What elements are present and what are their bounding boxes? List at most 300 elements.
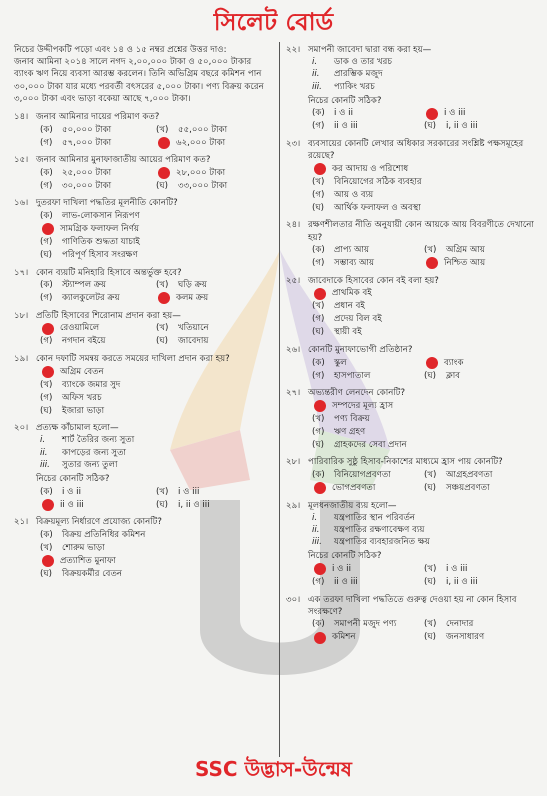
answer-option[interactable] — [40, 554, 272, 567]
option-text: পরিপূর্ণ হিসাব সংরক্ষণ — [62, 250, 138, 261]
question-text: বিক্রয়মূল্য নির্ধারণে প্রযোজ্য কোনটি? — [36, 517, 162, 528]
answer-option[interactable] — [156, 136, 272, 149]
statement-numeral: iii. — [312, 537, 322, 548]
answer-option[interactable] — [312, 576, 424, 589]
option-text: কলম ক্রয় — [176, 293, 209, 304]
question-number: ২০। — [14, 423, 29, 434]
sub-question: নিচের কোনটি সঠিক? — [36, 474, 110, 485]
statement-numeral: i. — [40, 435, 46, 446]
answer-option[interactable] — [312, 469, 424, 482]
answer-option[interactable] — [40, 179, 156, 192]
answer-mark-dot — [42, 223, 54, 235]
answer-option[interactable] — [312, 425, 536, 438]
statement-text: ডাক ও তার খরচ — [334, 57, 393, 68]
option-text: অগ্রিম বেতন — [60, 366, 104, 377]
question-stem — [14, 516, 272, 528]
sub-question: নিচের কোনটি সঠিক? — [308, 95, 382, 106]
answer-option[interactable] — [424, 576, 536, 589]
right-question-list — [286, 44, 536, 644]
answer-option[interactable] — [424, 369, 536, 382]
answer-option[interactable] — [156, 166, 272, 179]
answer-option[interactable] — [312, 162, 536, 175]
statement — [40, 447, 272, 459]
option-text: প্রত্যাশিত মুনাফা — [60, 555, 116, 566]
statement — [312, 56, 536, 68]
statement-numeral: ii. — [312, 525, 320, 536]
option-list — [312, 618, 536, 644]
answer-option[interactable] — [424, 244, 536, 257]
option-text: ভোগপ্রবণতা — [332, 483, 376, 494]
answer-option[interactable] — [40, 236, 272, 249]
answer-mark-dot — [158, 292, 170, 304]
answer-option[interactable] — [424, 618, 536, 631]
option-text: প্রদেয় বিল বই — [334, 314, 382, 325]
option-label: (খ) — [156, 486, 169, 497]
option-label: (খ) — [40, 542, 53, 553]
option-text: ii ও iii — [334, 577, 358, 588]
statement-text: প্রারম্ভিক মজুদ — [334, 69, 383, 80]
passage — [14, 44, 272, 105]
answer-option[interactable] — [40, 567, 272, 580]
statement — [312, 68, 536, 80]
option-label: (খ) — [156, 323, 169, 334]
option-label: (ঘ) — [424, 483, 437, 494]
answer-option[interactable] — [40, 223, 272, 236]
option-label: (গ) — [312, 189, 325, 200]
option-label: (ঘ) — [424, 577, 437, 588]
answer-option[interactable] — [40, 210, 272, 223]
question — [286, 456, 536, 494]
right-column — [286, 44, 536, 649]
option-text: দেনাদার — [446, 619, 474, 630]
option-list — [312, 563, 536, 589]
answer-option[interactable] — [40, 498, 156, 511]
option-label: (ঘ) — [156, 499, 169, 510]
option-text: ২৮,০০০ টাকা — [176, 167, 226, 178]
question — [286, 344, 536, 382]
answer-mark-dot — [158, 137, 170, 149]
answer-option[interactable] — [156, 485, 272, 498]
question-text: অভ্যন্তরীণ লেনদেন কোনটি? — [308, 388, 406, 399]
question-stem — [14, 422, 272, 434]
answer-option[interactable] — [40, 485, 156, 498]
page-footer: SSC উদ্ভাস-উন্মেষ — [195, 757, 352, 781]
option-text: ক্যালকুলেটর ক্রয় — [62, 293, 120, 304]
question — [14, 197, 272, 261]
question-text: জনাব আমিনার দায়ের পরিমাণ কত? — [36, 112, 160, 123]
passage-heading: নিচের উদ্দীপকটি পড়ো এবং ১৪ ও ১৫ নম্বর প্রশ্নের উত্তর দাও: — [14, 45, 227, 55]
option-text: ৫৭,০০০ টাকা — [62, 137, 112, 148]
option-text: অগ্রিম আয় — [446, 245, 485, 256]
option-label: (ঘ) — [312, 202, 325, 213]
answer-option[interactable] — [40, 136, 156, 149]
question-stem — [14, 353, 272, 365]
question — [14, 516, 272, 580]
answer-option[interactable] — [312, 300, 536, 313]
statement-list — [312, 56, 536, 93]
statement — [40, 434, 272, 446]
statement — [312, 524, 536, 536]
question — [286, 138, 536, 214]
statement — [312, 81, 536, 93]
option-text: ঋণ গ্রহণ — [334, 426, 366, 437]
question-number: ২৩। — [286, 139, 301, 150]
option-list — [40, 528, 272, 580]
option-text: স্ট্যাম্পল ক্রয় — [62, 280, 107, 291]
option-text: আর্থিক ফলাফল ও অবস্থা — [334, 202, 421, 213]
question-text: পারিবারিক সুষ্ঠু হিসাব-নিকাশের মাধ্যমে হ্রাস পায় কোনটি? — [308, 457, 503, 468]
answer-option[interactable] — [424, 257, 536, 270]
option-label: (ঘ) — [40, 405, 53, 416]
answer-option[interactable] — [40, 335, 156, 348]
option-text: প্রাপ্য আয় — [334, 245, 370, 256]
answer-mark-dot — [314, 563, 326, 575]
option-text: ii ও iii — [60, 499, 84, 510]
question-number: ১৫। — [14, 155, 29, 166]
question-text: প্রতিটি হিসাবের শিরোনাম প্রদান করা হয়— — [36, 310, 181, 321]
option-text: প্রাথমিক বই — [332, 288, 372, 299]
option-label: (খ) — [156, 280, 169, 291]
option-label: (ঘ) — [40, 568, 53, 579]
option-label: (খ) — [424, 245, 437, 256]
answer-option[interactable] — [312, 563, 424, 576]
option-text: বিক্রয় প্রতিনিধির কমিশন — [62, 529, 146, 540]
option-text: জাবেদায় — [178, 336, 209, 347]
option-label: (ক) — [312, 357, 325, 368]
answer-option[interactable] — [40, 292, 156, 305]
question-text: কোন ব্যয়টি মনিহারি হিসাবে অন্তর্ভুক্ত হবে? — [36, 267, 182, 278]
answer-option[interactable] — [40, 166, 156, 179]
option-text: বিনিয়োগপ্রবণতা — [334, 470, 391, 481]
option-text: নগদান বইয়ে — [62, 336, 106, 347]
answer-option[interactable] — [424, 469, 536, 482]
answer-mark-dot — [314, 632, 326, 644]
answer-mark-dot — [42, 366, 54, 378]
question — [286, 44, 536, 133]
option-text: আগ্রহপ্রবণতা — [446, 470, 493, 481]
option-label: (ঘ) — [424, 632, 437, 643]
option-label: (ক) — [312, 470, 325, 481]
answer-option[interactable] — [40, 322, 156, 335]
answer-option[interactable] — [156, 335, 272, 348]
option-label: (গ) — [40, 293, 53, 304]
question-text: কোন দফাটি সমন্বয় করতে সময়ের দাখিলা প্রদান করা হয়? — [36, 354, 230, 365]
answer-option[interactable] — [312, 369, 424, 382]
option-text: i, ii ও iii — [446, 121, 478, 132]
option-list — [40, 322, 272, 348]
option-list — [312, 107, 536, 133]
option-label: (খ) — [424, 470, 437, 481]
question — [286, 500, 536, 589]
option-label: (ক) — [312, 108, 325, 119]
option-list — [312, 162, 536, 214]
statement-numeral: i. — [312, 57, 318, 68]
option-list — [40, 279, 272, 305]
passage-text: জনাব আমিনা ২০১৪ সালে নগদ ২,০০,০০০ টাকা ও ৫০,০০০ টাকার ব্যাংক ঋণ নিয়ে ব্যবসা আরম্ভ করলেন। তিনি অভিগ্রিম বছরে কমিশন পান ৩০,০০০ টাকা যার মধ্যে পরবর্তী বৎসরের ৫,০০০ টাকা। পণ্য বিক্রয় করেন ৩,০০০ টাকা এবং ভাড়া বকেয়া আছে ৭,০০০ টাকা। — [14, 57, 264, 104]
option-label: (ক) — [40, 529, 53, 540]
answer-option[interactable] — [424, 107, 536, 120]
option-list — [312, 469, 536, 495]
option-label: (গ) — [40, 237, 53, 248]
statement — [312, 512, 536, 524]
question-text: ব্যবসায়ের কোনটি লেখার অধিকার সরকারের সংশ্লিষ্ট পক্ষসমূহের রয়েছে? — [308, 139, 524, 162]
answer-option[interactable] — [424, 356, 536, 369]
question-stem — [286, 275, 536, 287]
answer-option[interactable] — [424, 631, 536, 644]
option-label: (ক) — [40, 486, 53, 497]
left-question-list — [14, 111, 272, 580]
option-label: (গ) — [40, 336, 53, 347]
option-label: (ক) — [312, 245, 325, 256]
answer-option[interactable] — [40, 378, 272, 391]
question — [14, 154, 272, 192]
option-label: (গ) — [312, 121, 325, 132]
question-number: ২১। — [14, 517, 29, 528]
option-label: (ঘ) — [312, 327, 325, 338]
option-list — [40, 485, 272, 511]
question-stem — [286, 500, 536, 512]
answer-option[interactable] — [40, 404, 272, 417]
option-label: (ক) — [312, 619, 325, 630]
statement-text: কাপড়ের জন্য সুতা — [62, 447, 127, 458]
option-text: কর আদায় ও পরিশোধ — [332, 163, 409, 174]
left-column — [14, 44, 272, 585]
question-text: এক তরফা দাখিলা পদ্ধতিতে গুরুত্ব দেওয়া হয় না কোন হিসাব সংরক্ষণে? — [308, 594, 517, 617]
answer-option[interactable] — [312, 188, 536, 201]
option-text: i ও iii — [446, 564, 468, 575]
option-text: ৫৫,০০০ টাকা — [178, 124, 228, 135]
question-stem — [14, 267, 272, 279]
answer-option[interactable] — [312, 399, 536, 412]
answer-option[interactable] — [156, 292, 272, 305]
question-number: ২৭। — [286, 388, 301, 399]
option-text: i, ii ও iii — [446, 577, 478, 588]
question — [14, 310, 272, 348]
option-label: (খ) — [312, 301, 325, 312]
answer-mark-dot — [314, 482, 326, 494]
question-text: মূলধনজাতীয় ব্যয় হলো— — [308, 500, 397, 511]
option-text: ব্যাংক — [444, 357, 464, 368]
question-number: ১৮। — [14, 310, 29, 321]
option-text: ৫০,০০০ টাকা — [62, 124, 112, 135]
answer-option[interactable] — [312, 313, 536, 326]
question — [14, 422, 272, 511]
statement-numeral: i. — [312, 512, 318, 523]
question-text: জাবেদাকে হিসাবের কোন বই বলা হয়? — [308, 275, 439, 286]
answer-mark-dot — [314, 400, 326, 412]
answer-option[interactable] — [40, 365, 272, 378]
option-label: (খ) — [424, 619, 437, 630]
answer-option[interactable] — [312, 631, 424, 644]
answer-option[interactable] — [312, 257, 424, 270]
answer-mark-dot — [314, 288, 326, 300]
option-text: সম্পদের মূল্য হ্রাস — [332, 400, 394, 411]
question-stem — [286, 44, 536, 56]
question-number: ১৯। — [14, 354, 29, 365]
option-label: (ঘ) — [40, 250, 53, 261]
option-label: (খ) — [312, 176, 325, 187]
question-stem — [286, 344, 536, 356]
option-text: অফিস খরচ — [62, 392, 102, 403]
option-text: হাসপাতাল — [334, 370, 371, 381]
answer-option[interactable] — [40, 123, 156, 136]
option-text: i ও ii — [332, 564, 351, 575]
answer-option[interactable] — [312, 175, 536, 188]
option-text: i ও ii — [62, 486, 81, 497]
question-text: জনাব আমিনার মুনাফাজাতীয় আয়ের পরিমাণ কত? — [36, 155, 211, 166]
statement-text: প্যাকিং খরচ — [334, 81, 375, 92]
answer-option[interactable] — [40, 249, 272, 262]
option-text: ক্লাব — [446, 370, 461, 381]
answer-option[interactable] — [312, 244, 424, 257]
option-label: (ঘ) — [156, 180, 169, 191]
answer-option[interactable] — [40, 528, 272, 541]
option-text: ৩৩,০০০ টাকা — [178, 180, 228, 191]
option-text: স্থায়ী বই — [334, 327, 362, 338]
option-list — [40, 166, 272, 192]
sub-question: নিচের কোনটি সঠিক? — [308, 551, 382, 562]
option-label: (গ) — [312, 314, 325, 325]
answer-option[interactable] — [40, 391, 272, 404]
statement-numeral: ii. — [40, 447, 48, 458]
option-list — [312, 287, 536, 339]
option-text: নিশ্চিত আয় — [444, 258, 486, 269]
option-label: (গ) — [312, 258, 325, 269]
answer-option[interactable] — [312, 120, 424, 133]
question — [14, 111, 272, 149]
option-text: ৩০,০০০ টাকা — [62, 180, 112, 191]
answer-option[interactable] — [312, 412, 536, 425]
option-label: (ক) — [40, 280, 53, 291]
option-label: (গ) — [312, 370, 325, 381]
option-label: (ক) — [40, 211, 53, 222]
statement-text: যন্ত্রপাতির রক্ষণাবেক্ষণ ব্যয় — [334, 525, 425, 536]
option-text: বিনিয়োগের সঠিক ব্যবহার — [334, 176, 422, 187]
answer-mark-dot — [426, 357, 438, 369]
question-text: প্রত্যক্ষ কাঁচামাল হলো— — [36, 423, 119, 434]
answer-mark-dot — [42, 499, 54, 511]
option-text: প্রধান বই — [334, 301, 365, 312]
answer-option[interactable] — [424, 482, 536, 495]
option-text: i, ii ও iii — [178, 499, 210, 510]
statement-text: শার্ট তৈরির জন্য সুতা — [62, 435, 135, 446]
statement-text: যন্ত্রপাতির ব্যবহারজনিত ক্ষয় — [334, 537, 430, 548]
question-stem — [286, 387, 536, 399]
option-label: (গ) — [312, 426, 325, 437]
statement — [312, 536, 536, 548]
question-number: ৩০। — [286, 594, 301, 605]
statement-numeral: ii. — [312, 69, 320, 80]
option-list — [312, 244, 536, 270]
answer-mark-dot — [42, 555, 54, 567]
answer-option[interactable] — [312, 438, 536, 451]
question-number: ১৪। — [14, 112, 29, 123]
answer-option[interactable] — [156, 279, 272, 292]
option-label: (গ) — [312, 577, 325, 588]
answer-mark-dot — [42, 323, 54, 335]
question-text: দুতরফা দাখিলা পদ্ধতির মূলনীতি কোনটি? — [36, 198, 178, 209]
statement — [40, 459, 272, 471]
option-label: (খ) — [156, 124, 169, 135]
question-number: ২৫। — [286, 275, 301, 286]
answer-option[interactable] — [156, 322, 272, 335]
option-text: লাভ-লোকসান নিরূপণ — [62, 211, 140, 222]
option-text: জনসাধারণ — [446, 632, 485, 643]
answer-option[interactable] — [312, 201, 536, 214]
option-text: ইজারা ভাড়া — [62, 405, 105, 416]
option-label: (ক) — [40, 167, 53, 178]
answer-mark-dot — [426, 108, 438, 120]
answer-option[interactable] — [312, 287, 536, 300]
question-text: রক্ষণশীলতার নীতি অনুযায়ী কোন আয়কে আয় বিবরণীতে দেখানো হয়? — [308, 220, 534, 243]
statement-list — [40, 434, 272, 471]
option-text: পণ্য বিক্রয় — [334, 413, 370, 424]
answer-option[interactable] — [312, 482, 424, 495]
answer-option[interactable] — [312, 326, 536, 339]
option-text: সম্ভাব্য আয় — [334, 258, 375, 269]
question-text: সমাপনী জাবেদা দ্বারা বন্ধ করা হয়— — [308, 45, 432, 55]
option-label: (গ) — [40, 392, 53, 403]
answer-option[interactable] — [40, 541, 272, 554]
option-label: (গ) — [40, 137, 53, 148]
answer-option[interactable] — [156, 179, 272, 192]
option-text: স্কুল — [334, 357, 347, 368]
answer-option[interactable] — [156, 498, 272, 511]
answer-mark-dot — [314, 163, 326, 175]
option-list — [40, 365, 272, 417]
statement-text: যন্ত্রপাতির স্থান পরিবর্তন — [334, 512, 416, 523]
statement-text: সুতার জন্য তুলা — [62, 459, 118, 470]
option-label: (গ) — [40, 180, 53, 191]
question-stem — [14, 154, 272, 166]
statement-numeral: iii. — [40, 459, 50, 470]
option-text: গাণিতিক শুদ্ধতা যাচাই — [62, 237, 140, 248]
question-stem — [286, 456, 536, 468]
answer-option[interactable] — [40, 279, 156, 292]
option-list — [40, 210, 272, 262]
answer-option[interactable] — [424, 120, 536, 133]
option-text: কমিশন — [332, 632, 356, 643]
option-list — [312, 399, 536, 451]
option-text: বিক্রয়কর্মীর বেতন — [62, 568, 123, 579]
question-text: কোনটি মুনাফাভোগী প্রতিষ্ঠান? — [308, 345, 413, 356]
question-number: ১৬। — [14, 198, 29, 209]
option-text: খতিয়ানে — [178, 323, 209, 334]
answer-option[interactable] — [312, 618, 424, 631]
option-text: শোরুম ভাড়া — [62, 542, 105, 553]
answer-option[interactable] — [424, 563, 536, 576]
question — [286, 594, 536, 644]
question-number: ২৪। — [286, 220, 301, 231]
answer-option[interactable] — [312, 107, 424, 120]
page-title: সিলেট বোর্ড — [213, 8, 334, 36]
question-number: ১৭। — [14, 267, 29, 278]
option-text: ii ও iii — [334, 121, 358, 132]
answer-option[interactable] — [312, 356, 424, 369]
question-stem — [14, 197, 272, 209]
option-text: ২৫,০০০ টাকা — [62, 167, 112, 178]
answer-option[interactable] — [156, 123, 272, 136]
question — [14, 267, 272, 305]
option-text: ঘড়ি ক্রয় — [178, 280, 207, 291]
question-stem — [286, 138, 536, 162]
option-text: সঞ্চয়প্রবণতা — [446, 483, 490, 494]
question — [286, 275, 536, 339]
option-list — [312, 356, 536, 382]
question-stem — [286, 219, 536, 243]
option-text: ব্যাংকে জমার সুদ — [62, 379, 121, 390]
option-list — [40, 123, 272, 149]
